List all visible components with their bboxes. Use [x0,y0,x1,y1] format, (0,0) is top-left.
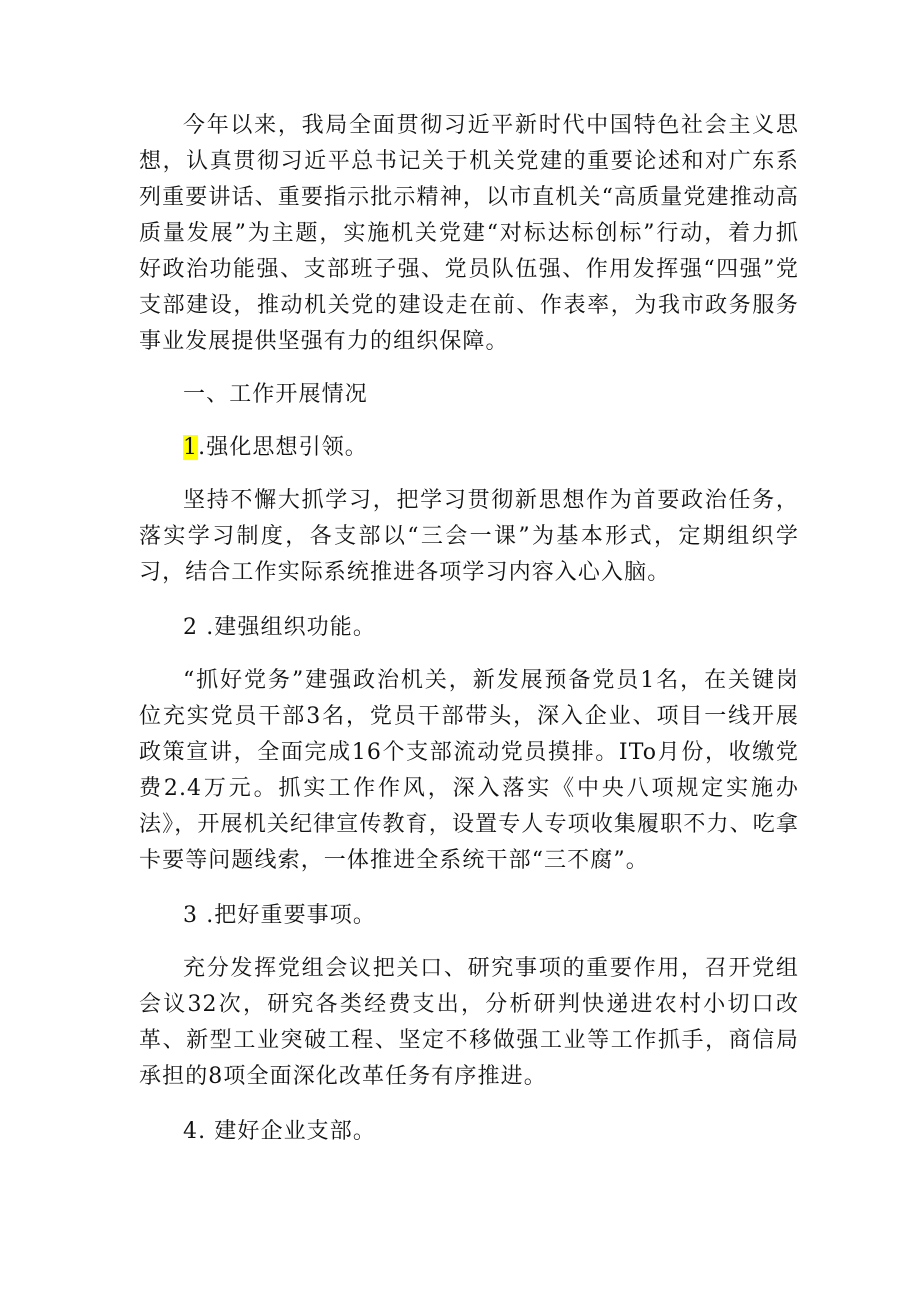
item-4-heading: 4. 建好企业支部。 [183,1119,376,1144]
item-1-body: 坚持不懈大抓学习，把学习贯彻新思想作为首要政治任务，落实学习制度，各支部以“三会一课”为基本形式，定期组织学习，结合工作实际系统推进各项学习内容入心入脑。 [139,488,799,585]
intro-paragraph: 今年以来，我局全面贯彻习近平新时代中国特色社会主义思想，认真贯彻习近平总书记关于机关党建的重要论述和对广东系列重要讲话、重要指示批示精神，以市直机关“高质量党建推动高质量发展”为主题，实施机关党建“对标达标创标”行动，着力抓好政治功能强、支部班子强、党员队伍强、作用发挥强“四强”党支部建设，推动机关党的建设走在前、作表率，为我市政务服务事业发展提供坚强有力的组织保障。 [139,113,799,354]
item-1-title: .强化思想引领。 [198,435,368,460]
item-3-heading: 3 .把好重要事项。 [183,903,376,928]
highlighted-number: 1 [183,435,199,460]
document-body [139,108,799,1150]
section-heading-work-status: 一、工作开展情况 [183,382,368,407]
item-2-heading: 2 .建强组织功能。 [183,615,376,640]
item-1-heading [139,430,799,466]
item-2-body: “抓好党务”建强政治机关，新发展预备党员1名，在关键岗位充实党员干部3名，党员干部带头，深入企业、项目一线开展政策宣讲，全面完成16个支部流动党员摸排。ITo月份，收缴党费2.4万元。抓实工作作风，深入落实《中央八项规定实施办法》，开展机关纪律宣传教育，设置专人专项收集履职不力、吃拿卡要等问题线索，一体推进全系统干部“三不腐”。 [139,668,799,873]
item-3-body: 充分发挥党组会议把关口、研究事项的重要作用，召开党组会议32次，研究各类经费支出，分析研判快递进农村小切口改革、新型工业突破工程、坚定不移做强工业等工作抓手，商信局承担的8项全面深化改革任务有序推进。 [139,956,799,1089]
